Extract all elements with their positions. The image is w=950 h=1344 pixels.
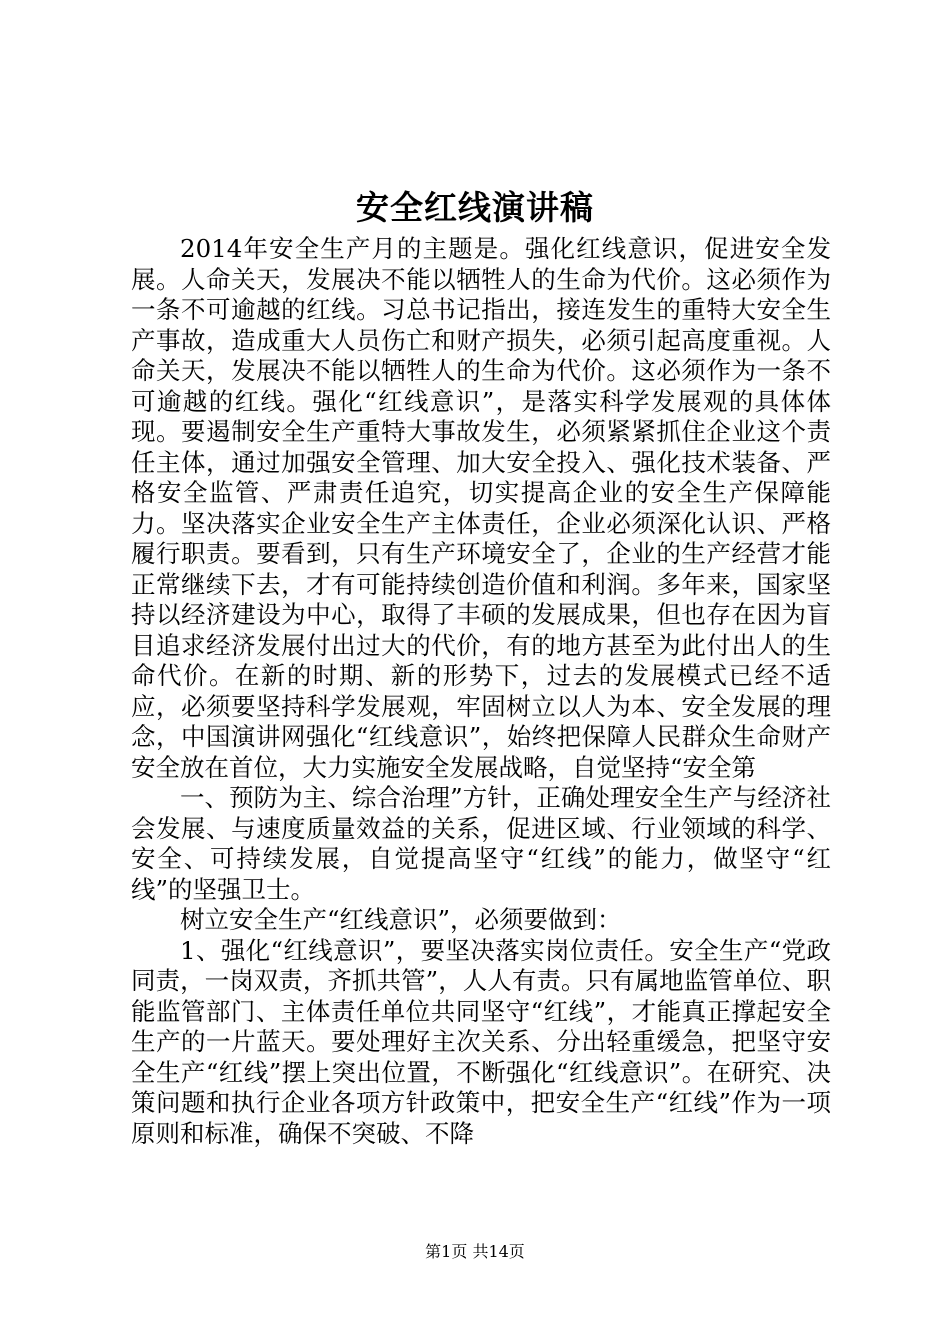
paragraph-requirements-lead: 树立安全生产“红线意识”，必须要做到：: [180, 905, 622, 934]
document-title: 安全红线演讲稿: [356, 188, 594, 227]
paragraph-principle: 一、预防为主、综合治理”方针，正确处理安全生产与经济社会发展、与速度质量效益的关系，促进区域、行业领域的科学、安全、可持续发展，自觉提高坚守“红线”的能力，做坚守“红线”的坚强卫士。: [131, 783, 831, 904]
paragraph-point-1: 1、强化“红线意识”，要坚决落实岗位责任。安全生产“党政同责，一岗双责，齐抓共管”，人人有责。只有属地监管单位、职能监管部门、主体责任单位共同坚守“红线”，才能真正撑起安全生产的一片蓝天。要处理好主次关系、分出轻重缓急，把坚守安全生产“红线”摆上突出位置，不断强化“红线意识”。在研究、决策问题和执行企业各项方针政策中，把安全生产“红线”作为一项原则和标准，确保不突破、不降: [131, 935, 831, 1148]
document-body: [131, 234, 831, 1149]
page-footer: 第1页 共14页: [425, 1242, 525, 1261]
paragraph-intro: 2014年安全生产月的主题是。强化红线意识，促进安全发展。人命关天，发展决不能以牺牲人的生命为代价。这必须作为一条不可逾越的红线。习总书记指出，接连发生的重特大安全生产事故，造成重大人员伤亡和财产损失，必须引起高度重视。人命关天，发展决不能以牺牲人的生命为代价。这必须作为一条不可逾越的红线。强化“红线意识”，是落实科学发展观的具体体现。要遏制安全生产重特大事故发生，必须紧紧抓住企业这个责任主体，通过加强安全管理、加大安全投入、强化技术装备、严格安全监管、严肃责任追究，切实提高企业的安全生产保障能力。坚决落实企业安全生产主体责任，企业必须深化认识、严格履行职责。要看到，只有生产环境安全了，企业的生产经营才能正常继续下去，才有可能持续创造价值和利润。多年来，国家坚持以经济建设为中心，取得了丰硕的发展成果，但也存在因为盲目追求经济发展付出过大的代价，有的地方甚至为此付出人的生命代价。在新的时期、新的形势下，过去的发展模式已经不适应，必须要坚持科学发展观，牢固树立以人为本、安全发展的理念，中国演讲网强化“红线意识”，始终把保障人民群众生命财产安全放在首位，大力实施安全发展战略，自觉坚持“安全第: [131, 234, 831, 782]
